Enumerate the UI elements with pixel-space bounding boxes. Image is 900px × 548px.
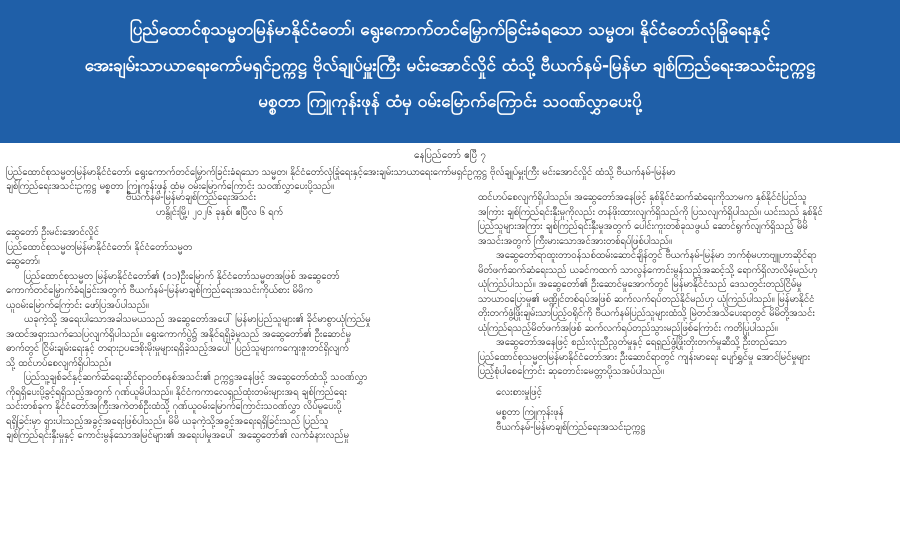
headline-banner [0, 0, 900, 143]
paragraph-line: အသင်းအတွက် ကြီးမားသောအင်အားတစ်ရပ်ဖြစ်ပါသည်။ [478, 235, 672, 247]
paragraph-line: ပြည်ထောင်စုသမ္မတမြန်မာနိုင်ငံတော်အား ဦးဆောင်ရာတွင် ကျန်းမာရေး ပျော်ရွှင်မှု အောင်မြင်မှုများ [478, 351, 811, 363]
paragraph-line: ယခုကဲ့သို့ အရေးပါသောအခါသမယသည် အဆွေတော်အပေါ် မြန်မာပြည်သူများ၏ ခိုင်မာစွာယုံကြည်မှု [24, 314, 371, 325]
paragraph-line: ယုံကြည်ပါသည်။ အဆွေတော်၏ ဦးဆောင်မှုအောက်တွင် မြန်မာနိုင်ငံသည် ဒေသတွင်းတည်ငြိမ်မှု [478, 279, 802, 290]
paragraph-line: ကိုရရှိပေးပို့ခွင့်ရရှိသည့်အတွက် ဂုဏ်ယူမိပါသည်။ နိုင်ငံကကာလေရှည်ထုံးတမ်းများအရ ချစ်ကြည်ရေး [6, 386, 347, 398]
paragraph-line: သို့ ထင်ဟပ်စေလျက်ရှိပါသည်။ [6, 357, 112, 369]
right-column [468, 191, 900, 444]
headline-line-2: အေးချမ်းသာယာရေးကော်မရှင်ဥက္ကဋ္ဌ ဗိုလ်ချုပ်မှူးကြီး မင်းအောင်လှိုင် ထံသို့ ဗီယက်နမ်-မြန်မာ ချစ်ကြည်ရေးအသင်းဥက္ကဋ္ဌ [84, 56, 816, 76]
paragraph-line: ထင်ဟပ်စေလျက်ရှိပါသည်။ အဆွေတော်အနေဖြင့် နှစ်နိုင်ငံဆက်ဆံရေးကိုသာမက နှစ်နိုင်ငံပြည်သူ [478, 192, 807, 203]
paragraph-line: အထင်အရှားသက်သေပြလျက်ရှိပါသည်။ ရွေးကောက်ပွဲ၌ အနိုင်ရရှိခဲ့မှုသည် အဆွေတော်၏ ဦးဆောင်မှု [6, 328, 351, 340]
signatory-name: မစ္စတာ ကြူကုန်းဖုန် [496, 407, 564, 418]
paragraph-line: ပြည်ထောင်စုသမ္မတ မြန်မာနိုင်ငံတော်၏ (၁၁)ဦးမြောက် နိုင်ငံတော်သမ္မတအဖြစ် အဆွေတော် [24, 270, 340, 282]
paragraph-line: ယူဝမ်းမြောက်ကြောင်း ဖော်ပြအပ်ပါသည်။ [6, 299, 149, 311]
salutation-name: ဆွေတော် ဦးမင်းအောင်လှိုင် [6, 227, 99, 238]
left-column [0, 191, 468, 444]
paragraph-line: ပြည့်စုံပါစေကြောင်း ဆုတောင်းမေတ္တာပို့သအပ်ပါသည်။ [478, 366, 664, 377]
headline-line-1: ပြည်ထောင်စုသမ္မတမြန်မာနိုင်ငံတော်၊ ရွေးကောက်တင်မြှောက်ခြင်းခံရသော သမ္မတ၊ နိုင်ငံတော်လုံခြုံရေးနှင့် [129, 20, 771, 40]
paragraph-line: အဆွေတော်ရာထူးတာဝန်သစ်ထမ်းဆောင်ချိန်တွင် ဗီယက်နမ်-မြန်မာ ဘက်စုံမဟာဗျူဟာဆိုင်ရာ [496, 250, 817, 261]
paragraph-line: ဓာက်တွင် ငြိမ်းချမ်းရေးနှင့် တရားဥပဒေစိုးမိုးမှုများရရှိခဲ့သည့်အပေါ် ပြည်သူများကကျေးဇူးတင်ရှိလျက် [6, 343, 349, 354]
paragraph-line: မိတ်ဖက်ဆက်ဆံရေးသည် ယခင်ကထက် သာလွန်ကောင်းမွန်သည့်အဆင့်သို့ ရောက်ရှိလာလိမ့်မည်ဟု [478, 264, 818, 276]
closing: လေးစားမှုဖြင့် [496, 386, 542, 398]
lead-line: ပြည်ထောင်စုသမ္မတမြန်မာနိုင်ငံတော်၊ ရွေးကောက်တင်မြှောက်ခြင်းခံရသော သမ္မတ၊ နိုင်ငံတော်လုံခြုံရေးနှင့်အေးချမ်းသာယာရေးကော်မရှင်ဥက္ကဋ္ဌ ဗိုလ်ချုပ်မှူးကြီး မင်းအောင်လှိုင် ထံသို့ ဗီယက်နမ်-မြန်မာ [6, 166, 676, 178]
letter-sender-org: ဗီယက်နမ်-မြန်မာချစ်ကြည်ရေးအသင်း [126, 192, 256, 203]
paragraph-line: သာယာဝပြောမှု၏ မဏ္ဍိုင်တစ်ရပ်အဖြစ် ဆက်လက်ရပ်တည်နိုင်မည်ဟု ယုံကြည်ပါသည်။ မြန်မာနိုင်ငံ [478, 293, 815, 305]
paragraph-line: ကောက်တင်မြှောက်ခံရခြင်းအတွက် ဗီယက်နမ်-မြန်မာချစ်ကြည်ရေးအသင်းကိုယ်စား မိမိက [6, 285, 313, 296]
article-body [0, 143, 900, 548]
paragraph-line: ပြည်သူများအကြား ချစ်ကြည်ရင်းနှီးမှုအတွက် ပေါင်းကူးတစ်ခုသဖွယ် ဆောင်ရွက်လျက်ရှိသည့် မိမိ [478, 221, 808, 232]
article-columns [0, 191, 900, 444]
headline-line-3: မစ္စတာ ကြူကုန်းဖုန် ထံမှ ဝမ်းမြောက်ကြောင်း သဝဏ်လွှာပေးပို့ [258, 92, 642, 112]
paragraph-line: အဆွေတော်အနေဖြင့် စည်းလုံးညီညွတ်မှုနှင့် ရေရှည်ဖွံ့ဖြိုးတိုးတက်မှုဆီသို့ ဦးတည်သော [496, 337, 787, 348]
dateline: နေပြည်တော် ဧပြီ ၇ [414, 150, 486, 161]
paragraph-line: ပြည်သူ့ချစ်ခင်နှင့်ဆက်ဆံရေးဆိုင်ရာဝတ်စနစ်အသင်း၏ ဥက္ကဋ္ဌအနေဖြင့် အဆွေတော်ထံသို့ သဝဏ်လွှာ [24, 372, 368, 383]
salutation: ဆွေတော်၊ [6, 256, 40, 267]
lead-line: ချစ်ကြည်ရေးအသင်းဥက္ကဋ္ဌ မစ္စတာ ကြူကုန်းဖုန် ထံမှ ဝမ်းမြောက်ကြောင်း သဝဏ်လွှာပေးပို့သည်။ [6, 181, 334, 192]
signatory-title: ဗီယက်နမ်-မြန်မာချစ်ကြည်ရေးအသင်းဥက္ကဋ္ဌ [496, 421, 646, 433]
paragraph-line: ချစ်ကြည်ရင်းနှီးမှုနှင့် ကောင်းမွန်သောအမြင်များ၏ အရေးပါမှုအပေါ် အဆွေတော်၏ လက်ခံနားလည်မှု [6, 430, 349, 441]
paragraph-line: အကြား ချစ်ကြည်ရင်းနှီးမှုကိုလည်း တန်ဖိုးထားလျက်ရှိသည်ကို ပြသလျက်ရှိပါသည်။ ယင်းသည် နှစ်နိုင် [478, 206, 823, 218]
paragraph-line: ရရှိခြင်းမှာ ရှားပါးသည့်အခွင့်အရေးဖြစ်ပါသည်။ မိမိ ယခုကဲ့သို့အခွင့်အရေးရရှိခြင်းသည် ပြည်သူ [6, 415, 329, 427]
paragraph-line: ယုံကြည်ရသည့်မိတ်ဖက်အဖြစ် ဆက်လက်ရပ်တည်သွားမည်ဖြစ်ကြောင်း ကတိပြုပါသည်။ [478, 322, 778, 334]
paragraph-line: တိုးတက်ဖွံ့ဖြိုးချမ်းသာပြည့်ဝရိုင်ကို ဗီယက်နမ်ပြည်သူများထံသို့ မြဲတင်အသိပေးရာတွင် မိမိတို့အသင်း [478, 308, 815, 319]
salutation-title: ပြည်ထောင်စုသမ္မတမြန်မာနိုင်ငံတော်၊ နိုင်ငံတော်သမ္မတ [6, 241, 193, 253]
letter-place-date: ဟနွိုင်းမြို့၊ ၂၀၂၆ ခုနှစ်၊ ဧပြီလ ၆ ရက် [156, 206, 283, 218]
paragraph-line: သင်းတစ်ခုက နိုင်ငံတော်အကြီးအကဲတစ်ဦးထံသို့ ဂုဏ်ယူဝမ်းမြောက်ကြောင်းသဝဏ်လွှာ လိပ်မူပေးပို့ [6, 401, 342, 412]
